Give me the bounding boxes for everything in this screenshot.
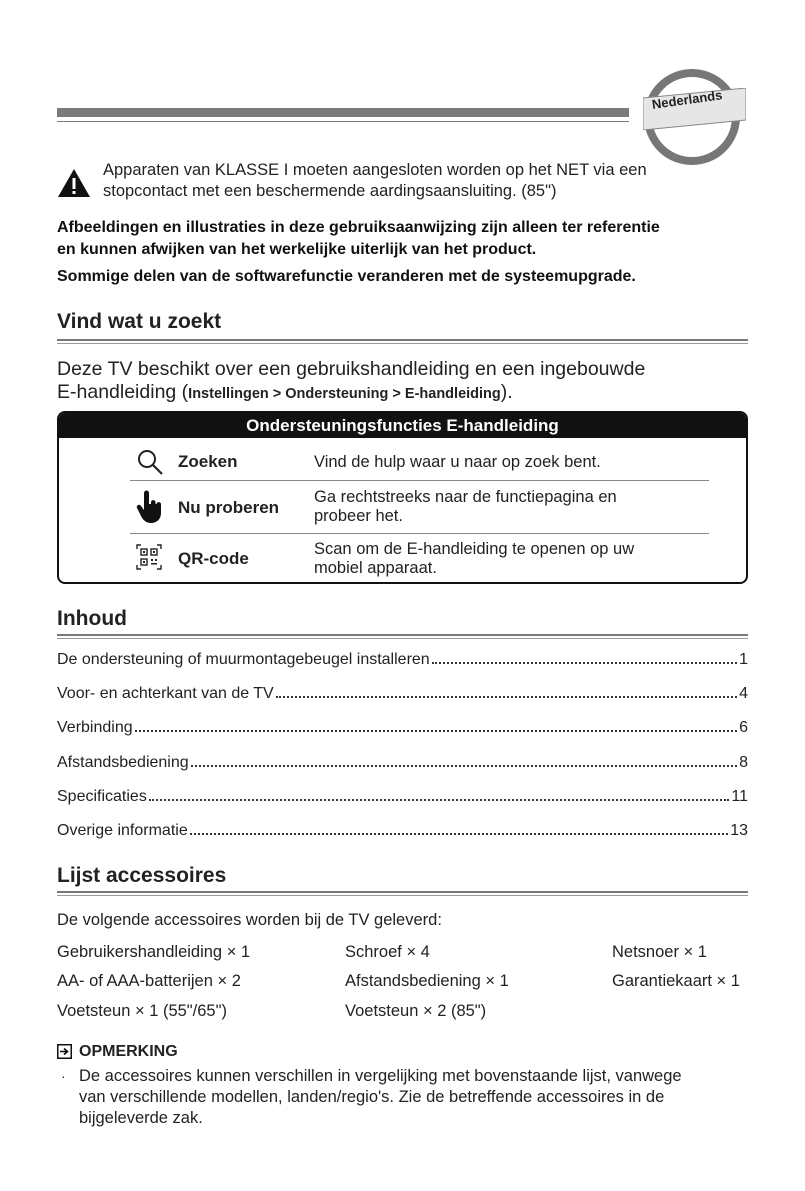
accessory-item: Schroef × 4 [345, 943, 430, 961]
hand-pointer-icon [136, 490, 164, 524]
toc-leader [276, 696, 737, 698]
section-rule [57, 638, 748, 639]
feature-divider [130, 533, 709, 534]
feature-desc [314, 540, 714, 578]
toc-row[interactable] [57, 822, 748, 840]
warning-icon [57, 168, 91, 198]
toc-leader [191, 765, 737, 767]
intro-line: Deze TV beschikt over een gebruikshandleiding en een ingebouwde [57, 358, 646, 380]
intro-suffix: ). [500, 381, 513, 403]
toc-label: Afstandsbediening [57, 754, 189, 771]
section-rule [57, 891, 748, 893]
toc-label: Verbinding [57, 719, 133, 736]
reference-notice [57, 217, 660, 261]
toc-page: 8 [739, 754, 748, 771]
accessories-intro: De volgende accessoires worden bij de TV geleverd: [57, 911, 442, 929]
upgrade-notice: Sommige delen van de softwarefunctie veranderen met de systeemupgrade. [57, 268, 636, 285]
feature-name: QR-code [178, 549, 249, 568]
feature-desc [314, 488, 714, 526]
note-title: OPMERKING [79, 1043, 178, 1060]
note-line: van verschillende modellen, landen/regio's. Zie de betreffende accessoires in de [79, 1088, 665, 1106]
warning-line: Apparaten van KLASSE I moeten aangesloten worden op het NET via een [103, 161, 647, 179]
language-label: Nederlands [650, 87, 724, 112]
toc-page: 1 [739, 651, 748, 668]
accessory-item: Afstandsbediening × 1 [345, 972, 509, 990]
feature-desc-line: mobiel apparaat. [314, 559, 437, 577]
warning-text [103, 160, 647, 202]
toc-leader [149, 799, 730, 801]
toc-row[interactable] [57, 685, 748, 703]
feature-desc-line: Ga rechtstreeks naar de functiepagina en [314, 488, 617, 506]
section-rule [57, 339, 748, 341]
feature-name: Zoeken [178, 452, 238, 471]
toc-row[interactable] [57, 651, 748, 669]
section-title-accessories: Lijst accessoires [57, 864, 227, 887]
toc-row[interactable] [57, 788, 748, 806]
feature-desc-line: Vind de hulp waar u naar op zoek bent. [314, 453, 601, 471]
feature-desc [314, 453, 714, 472]
note-text [79, 1066, 744, 1129]
note-line: bijgeleverde zak. [79, 1109, 203, 1127]
toc-leader [190, 833, 728, 835]
toc-page: 4 [739, 685, 748, 702]
warning-line: stopcontact met een beschermende aardingsaansluiting. (85") [103, 182, 557, 200]
section-rule [57, 634, 748, 636]
feature-divider [130, 480, 709, 481]
section-title-find: Vind wat u zoekt [57, 310, 222, 333]
settings-path: Instellingen > Ondersteuning > E-handleiding [188, 386, 501, 402]
header-bar [57, 108, 629, 117]
toc-leader [135, 730, 737, 732]
section-rule [57, 895, 748, 896]
feature-desc-line: probeer het. [314, 507, 403, 525]
feature-box-title: Ondersteuningsfuncties E-handleiding [59, 413, 746, 438]
toc-label: De ondersteuning of muurmontagebeugel installeren [57, 651, 430, 668]
toc-page: 13 [730, 822, 748, 839]
notice-line: Afbeeldingen en illustraties in deze gebruiksaanwijzing zijn alleen ter referentie [57, 219, 660, 236]
note-bullet: · [61, 1068, 66, 1084]
accessory-item: Garantiekaart × 1 [612, 972, 740, 990]
intro-prefix: E-handleiding ( [57, 381, 189, 403]
e-manual-intro [57, 358, 645, 406]
toc-label: Overige informatie [57, 822, 188, 839]
accessory-item: Netsnoer × 1 [612, 943, 707, 961]
toc-label: Specificaties [57, 788, 147, 805]
header-rule [57, 121, 629, 122]
note-icon [57, 1044, 72, 1059]
feature-name: Nu proberen [178, 498, 280, 517]
section-rule [57, 343, 748, 344]
accessory-item: Gebruikershandleiding × 1 [57, 943, 251, 961]
accessory-item: Voetsteun × 1 (55"/65") [57, 1002, 227, 1020]
section-title-contents: Inhoud [57, 607, 127, 630]
toc-page: 11 [731, 788, 748, 805]
search-icon [136, 448, 164, 476]
qr-code-icon [136, 544, 162, 570]
accessory-item: AA- of AAA-batterijen × 2 [57, 972, 241, 990]
feature-desc-line: Scan om de E-handleiding te openen op uw [314, 540, 635, 558]
toc-page: 6 [739, 719, 748, 736]
toc-leader [432, 662, 737, 664]
toc-label: Voor- en achterkant van de TV [57, 685, 274, 702]
accessory-item: Voetsteun × 2 (85") [345, 1002, 487, 1020]
note-line: De accessoires kunnen verschillen in vergelijking met bovenstaande lijst, vanwege [79, 1067, 682, 1085]
toc-row[interactable] [57, 754, 748, 772]
toc-row[interactable] [57, 719, 748, 737]
notice-line: en kunnen afwijken van het werkelijke uiterlijk van het product. [57, 241, 537, 258]
intro-line [57, 381, 645, 406]
